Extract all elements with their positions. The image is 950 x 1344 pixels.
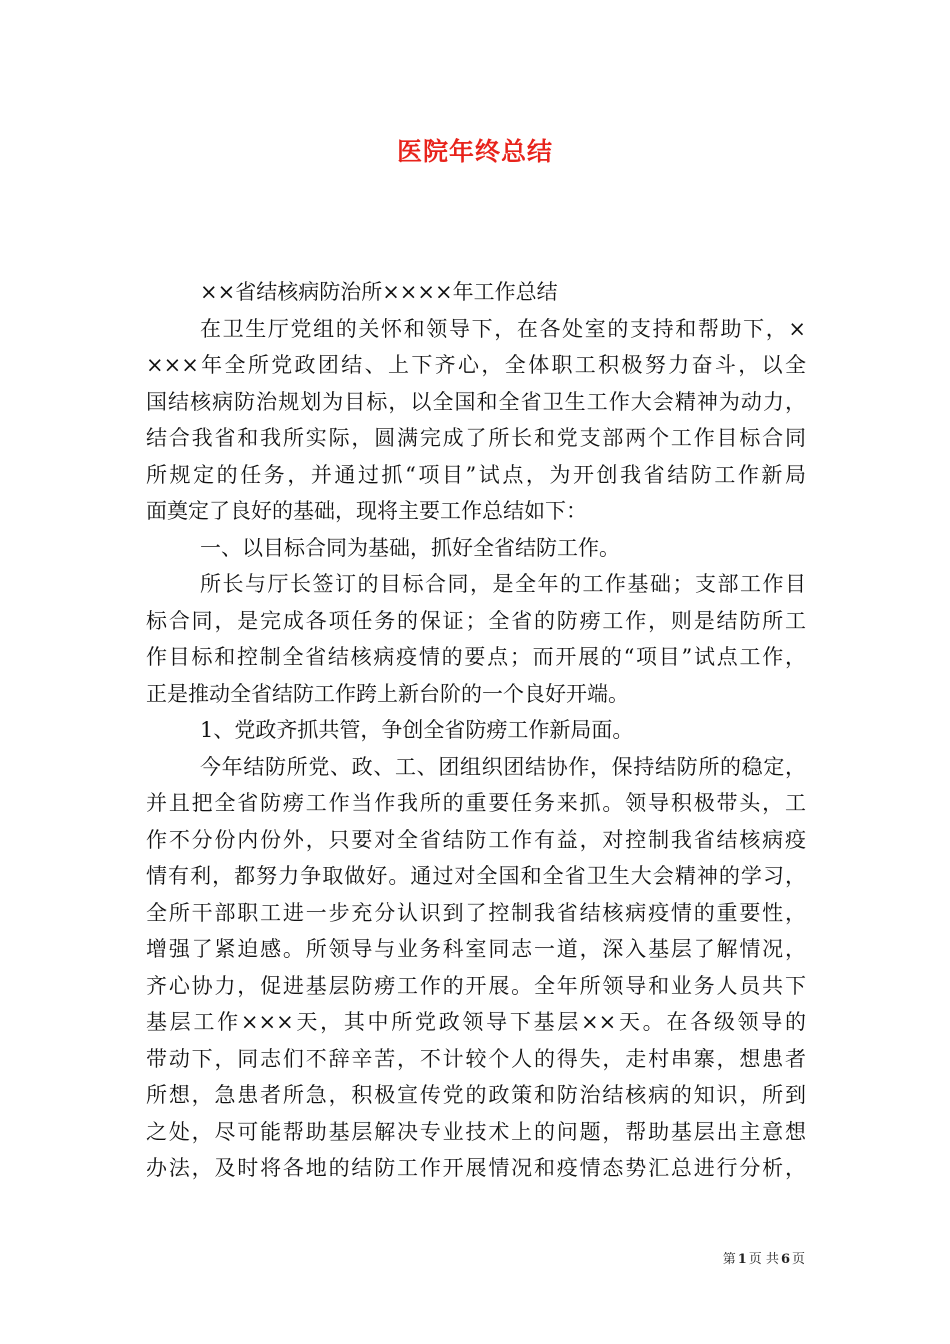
page-number-footer: [723, 1248, 805, 1267]
subtitle-line: ××省结核病防治所××××年工作总结: [200, 280, 558, 304]
footer-prefix: 第: [722, 1252, 736, 1267]
section-heading: 一、以目标合同为基础，抓好全省结防工作。: [200, 535, 620, 560]
body-line: 结合我省和我所实际，圆满完成了所长和党支部两个工作目标合同: [146, 426, 806, 450]
body-line: 作目标和控制全省结核病疫情的要点；而开展的“项目”试点工作，: [146, 645, 806, 669]
body-line: 基层工作×××天，其中所党政领导下基层××天。在各级领导的: [146, 1010, 806, 1034]
body-line: 作不分份内份外，只要对全省结防工作有益，对控制我省结核病疫: [146, 827, 806, 852]
total-page-count: 6: [780, 1252, 790, 1267]
footer-suffix: 页: [791, 1252, 805, 1267]
current-page-number: 1: [737, 1252, 747, 1267]
body-line: 并且把全省防痨工作当作我所的重要任务来抓。领导积极带头，工: [146, 791, 806, 815]
body-line: 在卫生厅党组的关怀和领导下，在各处室的支持和帮助下，×: [200, 316, 806, 341]
document-title: 医院年终总结: [396, 137, 553, 166]
body-line: 面奠定了良好的基础，现将主要工作总结如下：: [146, 499, 587, 523]
body-line: 情有利，都努力争取做好。通过对全国和全省卫生大会精神的学习，: [146, 864, 806, 888]
body-line: 国结核病防治规划为目标，以全国和全省卫生工作大会精神为动力，: [146, 389, 806, 414]
body-line: 办法，及时将各地的结防工作开展情况和疫情态势汇总进行分析，: [146, 1156, 806, 1180]
body-line: 齐心协力，促进基层防痨工作的开展。全年所领导和业务人员共下: [146, 973, 806, 998]
body-line: ×××年全所党政团结、上下齐心，全体职工积极努力奋斗，以全: [146, 353, 806, 377]
body-line: 标合同，是完成各项任务的保证；全省的防痨工作，则是结防所工: [146, 608, 806, 633]
footer-middle: 页 共: [748, 1252, 779, 1267]
body-line: 全所干部职工进一步充分认识到了控制我省结核病疫情的重要性，: [146, 900, 806, 925]
body-line: 之处，尽可能帮助基层解决专业技术上的问题，帮助基层出主意想: [146, 1119, 806, 1144]
body-line: 所规定的任务，并通过抓“项目”试点，为开创我省结防工作新局: [146, 462, 806, 487]
body-line: 所长与厅长签订的目标合同，是全年的工作基础；支部工作目: [200, 572, 806, 596]
document-body: [146, 274, 806, 1187]
body-line: 所想，急患者所急，积极宣传党的政策和防治结核病的知识，所到: [146, 1083, 806, 1107]
body-line: 带动下，同志们不辞辛苦，不计较个人的得失，走村串寨，想患者: [146, 1046, 806, 1071]
subsection-heading: 1、党政齐抓共管，争创全省防痨工作新局面。: [200, 718, 634, 742]
body-line: 正是推动全省结防工作跨上新台阶的一个良好开端。: [146, 681, 629, 706]
body-line: 增强了紧迫感。所领导与业务科室同志一道，深入基层了解情况，: [146, 937, 806, 961]
body-line: 今年结防所党、政、工、团组织团结协作，保持结防所的稳定，: [200, 754, 806, 779]
